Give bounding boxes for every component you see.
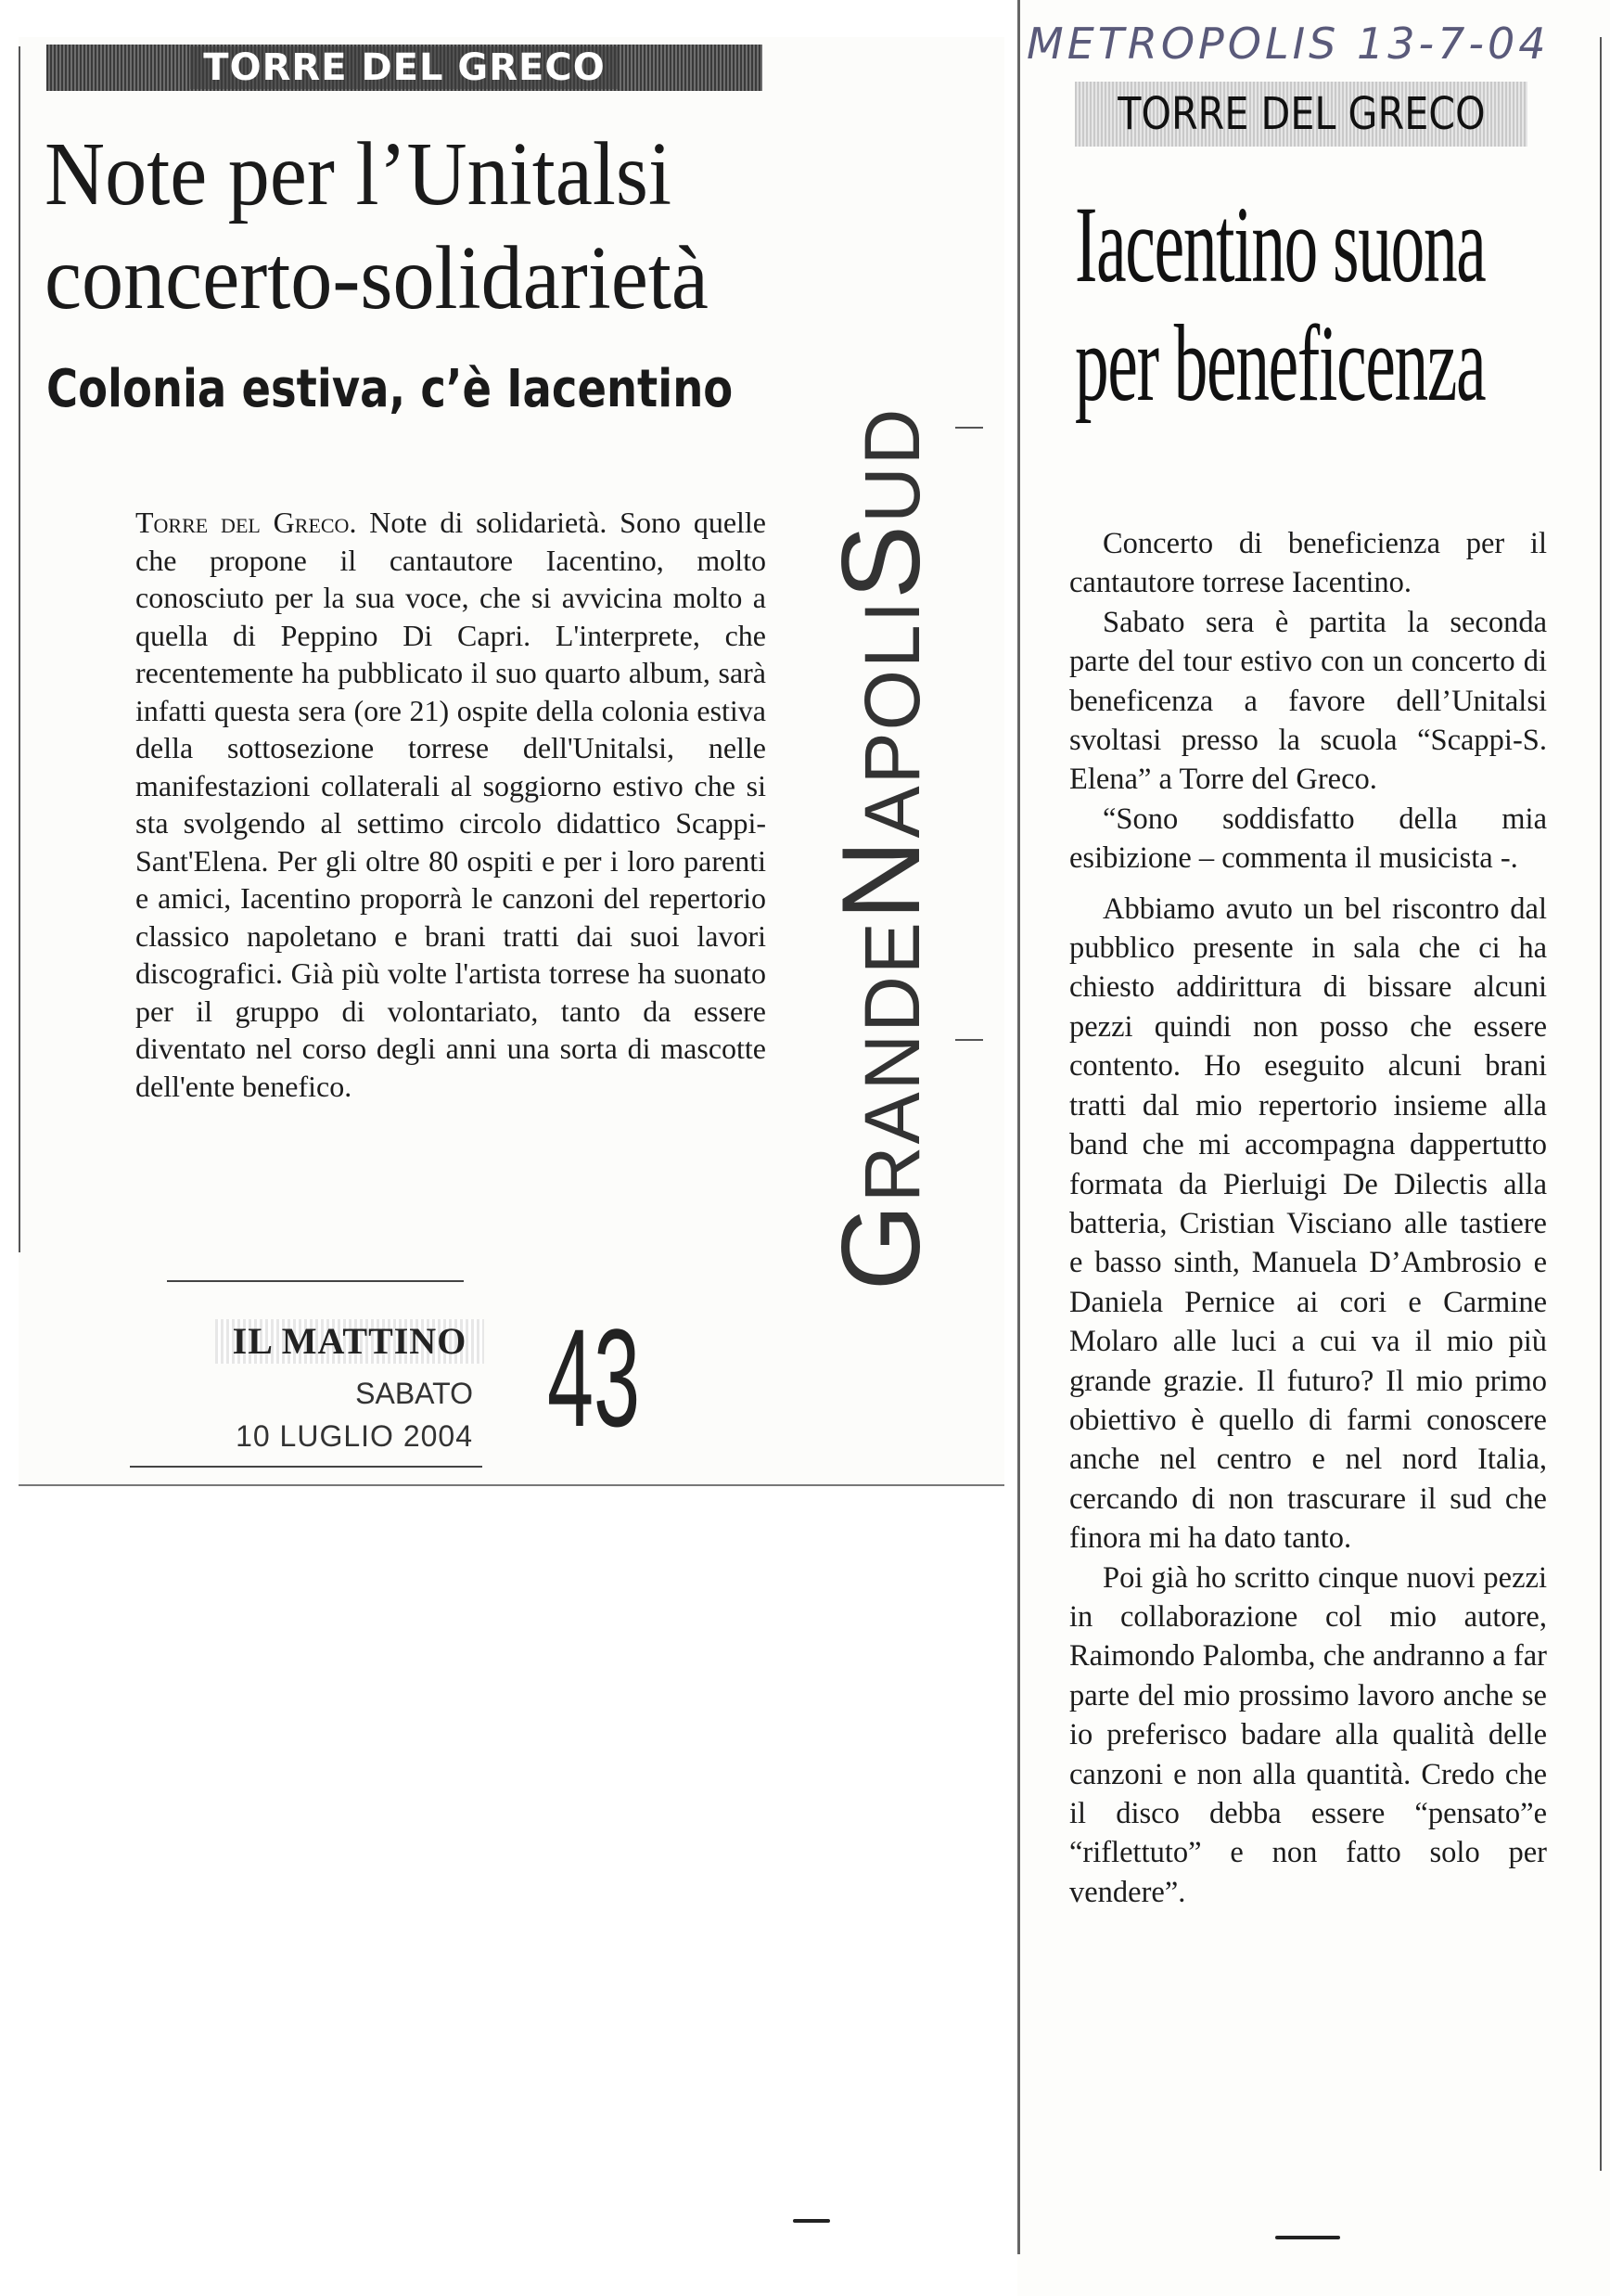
subheadline: Colonia estiva, c’è Iacentino (46, 359, 734, 419)
headline (45, 122, 727, 330)
paragraph: Abbiamo avuto un bel riscontro dal pubblico presente in sala che ci ha chiesto addirittura di bissare alcuni pezzi quindi non posso che essere contento. Ho eseguito alcuni brani tratti dal mio repertorio insieme alla band che mi accompagna dappertutto formata da Pierluigi De Dilectis alla batteria, Cristian Visciano alle tastiere e basso sinth, Manuela D’Ambrosio e Daniela Pernice ai cori e Carmine Molaro alle luci a cui va il mio più grande grazie. Il futuro? Il mio primo obiettivo è quello di farmi conoscere anche nel centro e nel nord Italia, cercando di non trascurare il sud che finora mi ha dato tanto. (1069, 891, 1547, 1556)
article-body (135, 504, 766, 1105)
clipping-metropolis (1017, 0, 1610, 2296)
section-label: TORRE DEL GRECO (1117, 88, 1486, 140)
publication-date: 10 LUGLIO 2004 (236, 1419, 473, 1453)
handwritten-source-note: METROPOLIS 13-7-04 (1027, 19, 1550, 69)
article-text: Note di solidarietà. Sono quelle che propone il cantautore Iacentino, molto conosciuto per la sua voce, che si avvicina molto a quella di Peppino Di Capri. L'interprete, che recentemente ha pubblicato il suo quarto album, sarà infatti questa sera (ore 21) ospite della colonia estiva della sottosezione torrese dell'Unitalsi, nelle manifestazioni collaterali al soggiorno estivo che si sta svolgendo al settimo circolo didattico Scappi-Sant'Elena. Per gli oltre 80 ospiti e per i loro parenti e amici, Iacentino proporrà le canzoni del repertorio classico napoletano e brani tratti dai suoi lavori discografici. Già più volte l'artista torrese ha suonato per il gruppo di volontariato, tanto da essere diventato nel corso degli anni una sorta di mascotte dell'ente benefico. (135, 506, 767, 1103)
edge-mark (955, 427, 983, 429)
section-banner (46, 45, 762, 91)
ink-mark (1275, 2236, 1340, 2239)
paragraph: Sabato sera è partita la seconda parte del tour estivo con un concerto di beneficenza a favore dell’Unitalsi svoltasi presso la scuola “Scappi-S. Elena” a Torre del Greco. (1069, 605, 1547, 797)
dateline: Torre del Greco. (135, 506, 357, 539)
ink-mark (793, 2219, 830, 2223)
paragraph: Concerto di beneficienza per il cantautore torrese Iacentino. (1069, 527, 1547, 600)
newspaper-masthead: IL MATTINO (215, 1319, 484, 1364)
headline-line-1: Iacentino suona (1075, 184, 1486, 305)
headline-line-2: per beneficenza (1075, 302, 1486, 424)
article-body (1069, 524, 1547, 1912)
clipping-edge-bottom (19, 1484, 1004, 1486)
section-banner (1075, 82, 1527, 147)
paragraph: Poi già ho scritto cinque nuovi pezzi in collaborazione col mio autore, Raimondo Palomba, che andranno a far parte del mio prossimo lavoro anche se io preferisco badare alla qualità delle canzoni e non alla quantità. Credo che il disco debba essere “pensato”e “riflettuto” e non fatto solo per vendere”. (1069, 1560, 1547, 1909)
headline-line-2: concerto-solidarietà (45, 228, 709, 328)
date-rule (130, 1466, 482, 1468)
headline (1075, 186, 1539, 423)
headline-line-1: Note per l’Unitalsi (45, 124, 672, 224)
vertical-brand-logo (798, 406, 965, 1291)
masthead-rule (167, 1280, 464, 1282)
section-label: TORRE DEL GRECO (190, 46, 618, 89)
clipping-edge-right (1600, 37, 1602, 2171)
clipping-edge-left (1017, 0, 1020, 2254)
paragraph: “Sono soddisfatto della mia esibizione – commenta il musicista -. (1069, 802, 1547, 876)
clipping-il-mattino (19, 37, 1004, 1486)
clipping-edge-left (19, 46, 20, 1252)
weekday: SABATO (355, 1377, 473, 1410)
brand-text: GrandeNapoliSud (819, 406, 943, 1291)
page-number: 43 (547, 1300, 641, 1456)
